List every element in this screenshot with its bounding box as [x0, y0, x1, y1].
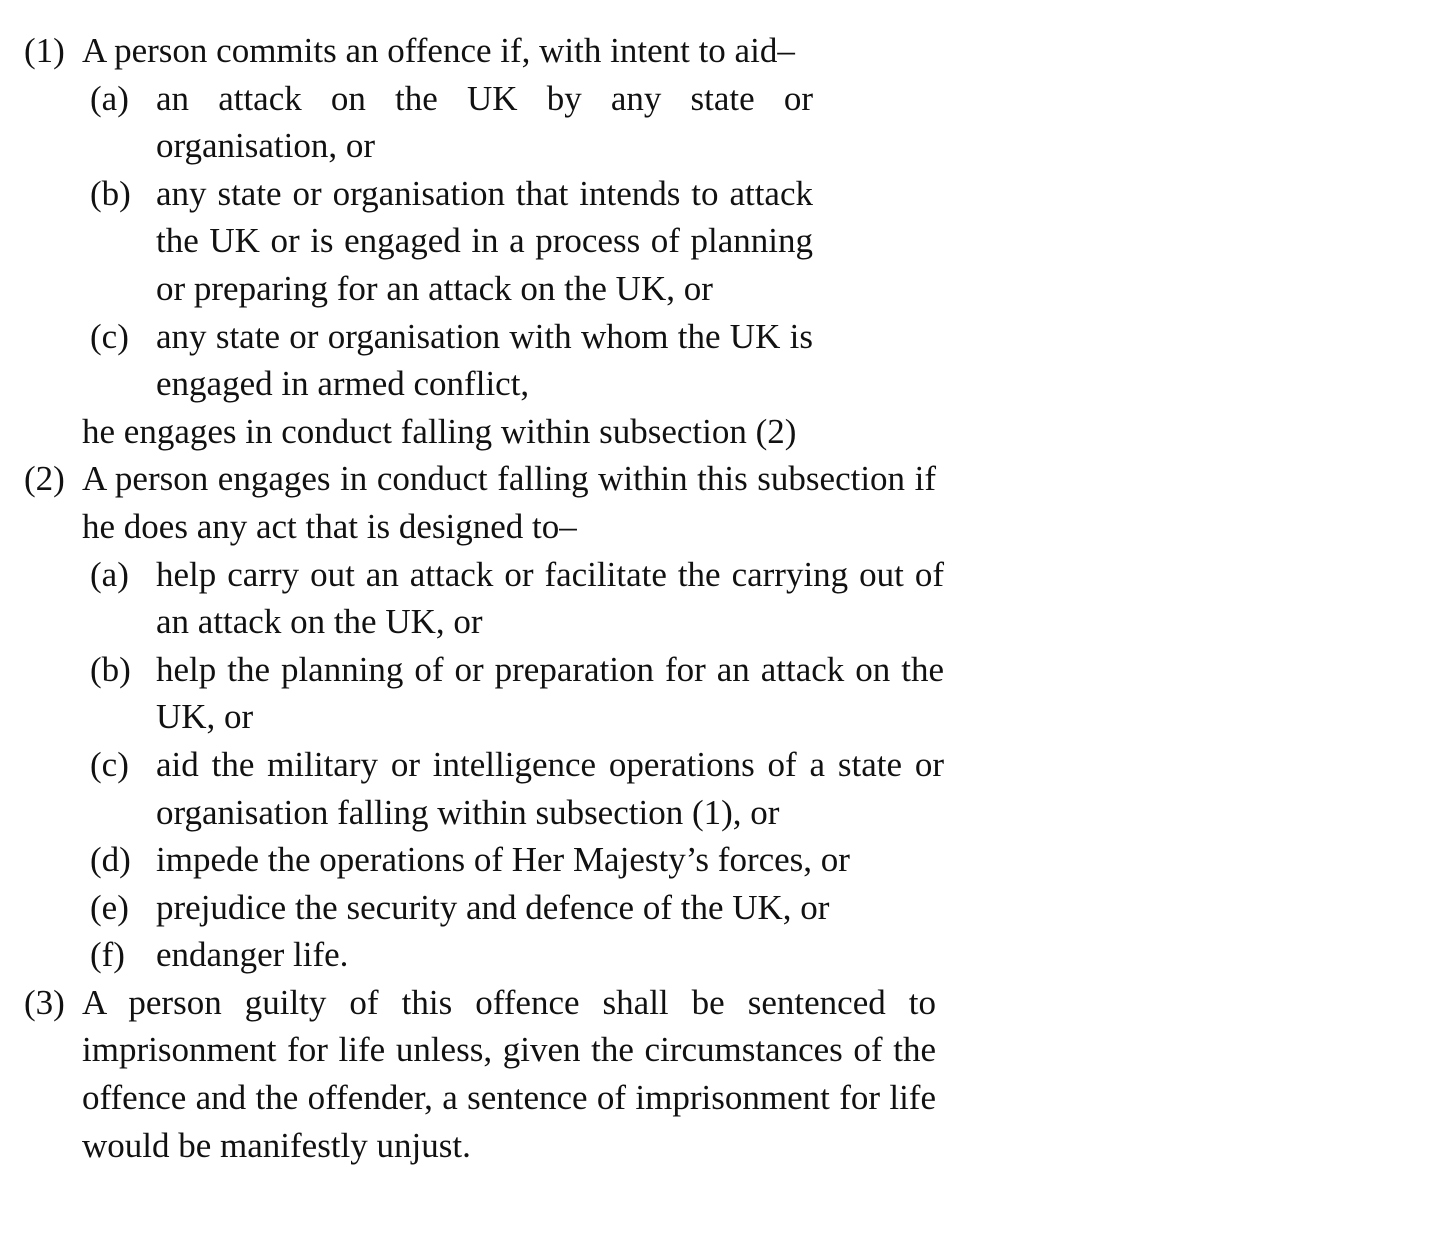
- paragraph-text: impede the operations of Her Majesty’s forces, or: [156, 840, 850, 880]
- paragraph-item: [82, 931, 936, 979]
- paragraph-item: [82, 170, 936, 313]
- paragraph-label: (c): [90, 744, 129, 784]
- paragraph-item: [82, 75, 936, 170]
- paragraph-label: (f): [90, 935, 125, 975]
- paragraph-label: (e): [90, 887, 129, 927]
- paragraph-label: (a): [90, 554, 129, 594]
- subsection-3: [24, 979, 936, 1169]
- paragraph-item: [82, 741, 944, 836]
- subsection-1: [24, 27, 936, 455]
- paragraph-label: (b): [90, 649, 131, 689]
- paragraph-text: any state or organisation with whom the UK is engaged in armed conflict,: [156, 316, 813, 404]
- subsection-2: [24, 455, 944, 979]
- paragraph-text: aid the military or intelligence operations of a state or organisation falling within subsection (1), or: [156, 744, 944, 832]
- subsection-lead: A person commits an offence if, with intent to aid–: [82, 31, 795, 70]
- paragraph-text: endanger life.: [156, 935, 349, 975]
- paragraph-item: [82, 313, 936, 408]
- paragraph-label: (a): [90, 78, 129, 118]
- subsection-number: (1): [24, 31, 65, 70]
- paragraph-item: [82, 646, 944, 741]
- subsection-number: (2): [24, 459, 65, 499]
- subsection-number: (3): [24, 982, 65, 1022]
- paragraph-item: [82, 884, 936, 932]
- subsection-lead: A person guilty of this offence shall be sentenced to imprisonment for life unless, given the circumstances of the offence and the offender, a sentence of imprisonment for life would be manifestly unjust.: [82, 982, 936, 1165]
- paragraph-text: help the planning of or preparation for an attack on the UK, or: [156, 649, 944, 737]
- statute-text: [24, 27, 944, 1169]
- paragraph-text: any state or organisation that intends to attack the UK or is engaged in a process of planning or preparing for an attack on the UK, or: [156, 173, 813, 308]
- paragraph-label: (c): [90, 316, 129, 356]
- paragraph-item: [82, 551, 944, 646]
- paragraph-text: an attack on the UK by any state or organisation, or: [156, 78, 813, 166]
- paragraph-label: (b): [90, 173, 131, 213]
- paragraph-item: [82, 836, 936, 884]
- subsection-lead: A person engages in conduct falling within this subsection if he does any act that is designed to–: [82, 459, 936, 546]
- paragraph-label: (d): [90, 840, 131, 880]
- subsection-tail: he engages in conduct falling within subsection (2): [82, 411, 797, 451]
- paragraph-text: help carry out an attack or facilitate the carrying out of an attack on the UK, or: [156, 554, 944, 642]
- paragraph-text: prejudice the security and defence of the UK, or: [156, 887, 830, 927]
